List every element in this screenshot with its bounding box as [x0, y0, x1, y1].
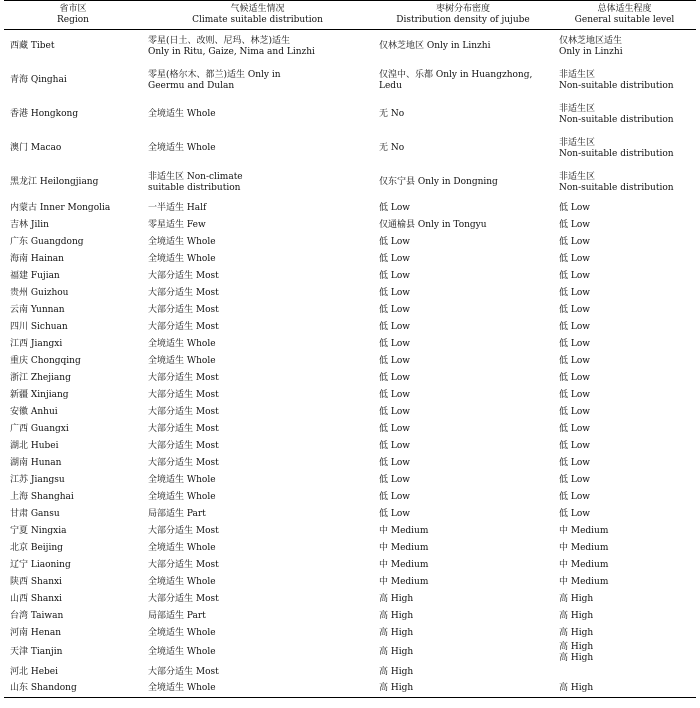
density-line: 低 Low [379, 236, 410, 247]
density-cell [373, 319, 553, 336]
level-line: 高 High [559, 683, 594, 694]
level-cell [553, 353, 696, 370]
level-line: Non-suitable distribution [559, 182, 674, 193]
level-line: Only in Linzhi [559, 46, 623, 57]
climate-cell [142, 302, 373, 319]
table-row [4, 523, 696, 540]
climate-line: Geermu and Dulan [148, 80, 235, 91]
climate-line: 大部分适生 Most [148, 304, 219, 315]
column-header-en: Climate suitable distribution [192, 15, 323, 25]
density-line: 低 Low [379, 440, 410, 451]
density-line: 低 Low [379, 355, 410, 366]
density-line: 低 Low [379, 508, 410, 519]
level-line: 低 Low [559, 474, 590, 485]
table-row [4, 625, 696, 642]
climate-line: 大部分适生 Most [148, 287, 219, 298]
level-line: 高 High [559, 652, 594, 663]
level-line: 非适生区 [559, 171, 596, 182]
climate-cell [142, 642, 373, 664]
density-line: 中 Medium [379, 525, 429, 536]
density-line: 低 Low [379, 253, 410, 264]
climate-line: 全境适生 Whole [148, 542, 216, 553]
climate-cell [142, 234, 373, 251]
table-row [4, 64, 696, 98]
level-cell [553, 217, 696, 234]
table-row [4, 336, 696, 353]
table-row [4, 353, 696, 370]
column-header-region [4, 1, 142, 30]
climate-cell [142, 664, 373, 681]
climate-cell [142, 268, 373, 285]
density-cell [373, 98, 553, 132]
level-line: 中 Medium [559, 559, 609, 570]
density-line: 低 Low [379, 457, 410, 468]
table-row [4, 251, 696, 268]
climate-cell [142, 387, 373, 404]
table-row [4, 166, 696, 200]
region-cell: 上海 Shanghai [10, 491, 74, 502]
table-row [4, 132, 696, 166]
level-cell [553, 472, 696, 489]
region-cell: 福建 Fujian [10, 270, 60, 281]
level-line: 低 Low [559, 372, 590, 383]
level-cell [553, 132, 696, 166]
column-header-density [373, 1, 553, 30]
table-row [4, 681, 696, 698]
level-cell [553, 234, 696, 251]
density-line: 低 Low [379, 304, 410, 315]
level-line: 低 Low [559, 423, 590, 434]
density-line: 高 High [379, 593, 414, 604]
density-cell [373, 285, 553, 302]
column-header-level [553, 1, 696, 30]
climate-line: 零星(格尔木、都兰)适生 Only in [148, 69, 281, 80]
table-row [4, 506, 696, 523]
climate-cell [142, 574, 373, 591]
climate-line: 大部分适生 Most [148, 389, 219, 400]
density-cell [373, 64, 553, 98]
level-cell [553, 319, 696, 336]
region-cell: 湖北 Hubei [10, 440, 59, 451]
table-row [4, 642, 696, 664]
density-cell [373, 523, 553, 540]
density-cell [373, 557, 553, 574]
table-row [4, 540, 696, 557]
region-cell: 新疆 Xinjiang [10, 389, 69, 400]
climate-line: 大部分适生 Most [148, 457, 219, 468]
density-line: 低 Low [379, 202, 410, 213]
level-line: 低 Low [559, 440, 590, 451]
region-cell: 贵州 Guizhou [10, 287, 69, 298]
climate-line: 非适生区 Non-climate [148, 171, 243, 182]
table-body [4, 30, 696, 698]
climate-cell [142, 523, 373, 540]
level-line: 高 High [559, 641, 594, 652]
table-row [4, 302, 696, 319]
level-cell [553, 336, 696, 353]
climate-cell [142, 200, 373, 217]
climate-cell [142, 404, 373, 421]
density-line: 低 Low [379, 474, 410, 485]
table-row [4, 30, 696, 64]
level-line: 低 Low [559, 287, 590, 298]
region-cell: 辽宁 Liaoning [10, 559, 71, 570]
level-cell [553, 251, 696, 268]
climate-cell [142, 285, 373, 302]
region-cell: 台湾 Taiwan [10, 610, 64, 621]
table-row [4, 557, 696, 574]
table-row [4, 200, 696, 217]
density-line: 仅湟中、乐都 Only in Huangzhong, Ledu [379, 69, 533, 91]
density-cell [373, 421, 553, 438]
climate-line: 大部分适生 Most [148, 270, 219, 281]
density-line: 低 Low [379, 406, 410, 417]
level-line: 低 Low [559, 270, 590, 281]
climate-cell [142, 251, 373, 268]
climate-line: 全境适生 Whole [148, 627, 216, 638]
climate-line: 全境适生 Whole [148, 576, 216, 587]
climate-line: 大部分适生 Most [148, 525, 219, 536]
region-cell: 江苏 Jiangsu [10, 474, 65, 485]
level-cell [553, 557, 696, 574]
table-row [4, 421, 696, 438]
column-header-zh: 枣树分布密度 [435, 4, 490, 14]
density-line: 高 High [379, 683, 414, 694]
level-cell [553, 455, 696, 472]
density-cell [373, 302, 553, 319]
level-line: 非适生区 [559, 103, 596, 114]
level-cell [553, 489, 696, 506]
region-cell: 陕西 Shanxi [10, 576, 62, 587]
density-cell [373, 268, 553, 285]
climate-line: 全境适生 Whole [148, 236, 216, 247]
climate-cell [142, 217, 373, 234]
level-cell [553, 506, 696, 523]
region-cell: 甘肃 Gansu [10, 508, 60, 519]
density-cell [373, 438, 553, 455]
density-cell [373, 455, 553, 472]
climate-cell [142, 336, 373, 353]
level-cell [553, 387, 696, 404]
level-cell [553, 268, 696, 285]
level-cell [553, 625, 696, 642]
density-line: 高 High [379, 610, 414, 621]
level-cell [553, 64, 696, 98]
climate-line: 局部适生 Part [148, 508, 206, 519]
level-line: 中 Medium [559, 542, 609, 553]
climate-cell [142, 489, 373, 506]
density-line: 低 Low [379, 423, 410, 434]
level-cell [553, 30, 696, 64]
level-line: 中 Medium [559, 525, 609, 536]
density-cell [373, 234, 553, 251]
region-cell: 内蒙古 Inner Mongolia [10, 202, 111, 213]
climate-cell [142, 132, 373, 166]
region-cell: 广东 Guangdong [10, 236, 84, 247]
density-line: 低 Low [379, 372, 410, 383]
density-cell [373, 472, 553, 489]
level-cell [553, 523, 696, 540]
column-header-climate [142, 1, 373, 30]
density-line: 高 High [379, 627, 414, 638]
density-line: 仅林芝地区 Only in Linzhi [379, 41, 491, 52]
density-cell [373, 353, 553, 370]
density-cell [373, 681, 553, 698]
level-line: 低 Low [559, 406, 590, 417]
density-line: 低 Low [379, 321, 410, 332]
region-cell: 山西 Shanxi [10, 593, 62, 604]
density-line: 仅东宁县 Only in Dongning [379, 177, 498, 187]
climate-line: 大部分适生 Most [148, 666, 219, 677]
table-row [4, 574, 696, 591]
level-cell [553, 540, 696, 557]
climate-line: 大部分适生 Most [148, 593, 219, 604]
density-line: 中 Medium [379, 576, 429, 587]
climate-cell [142, 98, 373, 132]
table-row [4, 664, 696, 681]
density-cell [373, 251, 553, 268]
column-header-en: Distribution density of jujube [396, 15, 530, 25]
climate-cell [142, 608, 373, 625]
region-cell: 浙江 Zhejiang [10, 372, 71, 383]
region-cell: 西藏 Tibet [10, 41, 55, 52]
climate-line: 零星(日土、改则、尼玛、林芝)适生 [148, 35, 291, 46]
table-row [4, 608, 696, 625]
density-cell [373, 370, 553, 387]
climate-line: 全境适生 Whole [148, 253, 216, 264]
density-cell [373, 591, 553, 608]
table-row [4, 591, 696, 608]
region-cell: 云南 Yunnan [10, 304, 65, 315]
level-line: 低 Low [559, 355, 590, 366]
density-line: 高 High [379, 666, 414, 677]
table-row [4, 472, 696, 489]
climate-line: Only in Ritu, Gaize, Nima and Linzhi [148, 46, 315, 57]
density-line: 低 Low [379, 287, 410, 298]
level-cell [553, 681, 696, 698]
level-cell [553, 370, 696, 387]
region-cell: 海南 Hainan [10, 253, 64, 264]
jujube-suitability-table [4, 0, 696, 698]
density-cell [373, 336, 553, 353]
density-cell [373, 540, 553, 557]
table-row [4, 319, 696, 336]
column-header-en: Region [57, 15, 89, 25]
climate-cell [142, 370, 373, 387]
density-line: 仅通榆县 Only in Tongyu [379, 219, 487, 230]
density-cell [373, 387, 553, 404]
region-cell: 河北 Hebei [10, 666, 59, 677]
level-line: Non-suitable distribution [559, 80, 674, 91]
climate-line: 全境适生 Whole [148, 647, 216, 657]
table-row [4, 438, 696, 455]
density-line: 低 Low [379, 389, 410, 400]
level-line: Non-suitable distribution [559, 148, 674, 159]
density-cell [373, 217, 553, 234]
level-cell [553, 98, 696, 132]
climate-line: 全境适生 Whole [148, 355, 216, 366]
level-cell [553, 591, 696, 608]
region-cell: 宁夏 Ningxia [10, 525, 67, 536]
region-cell: 吉林 Jilin [10, 219, 49, 230]
level-cell [553, 664, 696, 681]
level-cell [553, 166, 696, 200]
density-line: 低 Low [379, 491, 410, 502]
region-cell: 北京 Beijing [10, 542, 63, 553]
level-line: 低 Low [559, 253, 590, 264]
level-line: 高 High [559, 627, 594, 638]
density-cell [373, 664, 553, 681]
region-cell: 重庆 Chongqing [10, 355, 81, 366]
climate-line: 大部分适生 Most [148, 559, 219, 570]
density-cell [373, 132, 553, 166]
density-line: 无 No [379, 109, 405, 119]
density-cell [373, 608, 553, 625]
climate-line: 大部分适生 Most [148, 406, 219, 417]
level-cell [553, 404, 696, 421]
climate-line: 全境适生 Whole [148, 491, 216, 502]
climate-line: suitable distribution [148, 182, 241, 193]
climate-cell [142, 540, 373, 557]
level-line: 非适生区 [559, 137, 596, 148]
region-cell: 江西 Jiangxi [10, 338, 63, 349]
density-cell [373, 489, 553, 506]
density-line: 低 Low [379, 270, 410, 281]
region-cell: 广西 Guangxi [10, 423, 69, 434]
climate-cell [142, 557, 373, 574]
climate-cell [142, 472, 373, 489]
climate-cell [142, 455, 373, 472]
region-cell: 香港 Hongkong [10, 109, 79, 119]
table-row [4, 98, 696, 132]
level-line: 低 Low [559, 202, 590, 213]
level-cell [553, 574, 696, 591]
density-line: 无 No [379, 143, 405, 153]
level-line: 低 Low [559, 389, 590, 400]
climate-cell [142, 319, 373, 336]
level-line: 仅林芝地区适生 [559, 35, 623, 46]
climate-line: 全境适生 Whole [148, 683, 216, 694]
climate-cell [142, 591, 373, 608]
climate-cell [142, 625, 373, 642]
climate-line: 全境适生 Whole [148, 143, 216, 153]
density-cell [373, 642, 553, 664]
table-row [4, 404, 696, 421]
level-cell [553, 200, 696, 217]
level-line: 低 Low [559, 321, 590, 332]
level-cell [553, 302, 696, 319]
region-cell: 四川 Sichuan [10, 321, 68, 332]
climate-cell [142, 30, 373, 64]
column-header-zh: 气候适生情况 [230, 4, 285, 14]
level-line: 中 Medium [559, 576, 609, 587]
table-header-row [4, 1, 696, 30]
climate-line: 全境适生 Whole [148, 338, 216, 349]
density-cell [373, 506, 553, 523]
climate-line: 大部分适生 Most [148, 440, 219, 451]
table-row [4, 455, 696, 472]
region-cell: 湖南 Hunan [10, 457, 62, 468]
table-row [4, 217, 696, 234]
region-cell: 安徽 Anhui [10, 406, 58, 417]
level-cell [553, 438, 696, 455]
climate-cell [142, 506, 373, 523]
climate-line: 全境适生 Whole [148, 109, 216, 119]
climate-cell [142, 438, 373, 455]
table-row [4, 370, 696, 387]
level-line: 低 Low [559, 491, 590, 502]
climate-cell [142, 353, 373, 370]
column-header-en: General suitable level [574, 15, 675, 25]
table-row [4, 489, 696, 506]
region-cell: 黑龙江 Heilongjiang [10, 177, 99, 187]
climate-cell [142, 166, 373, 200]
climate-cell [142, 681, 373, 698]
region-cell: 山东 Shandong [10, 683, 77, 694]
column-header-zh: 总体适生程度 [597, 4, 652, 14]
level-cell [553, 421, 696, 438]
level-line: 低 Low [559, 236, 590, 247]
region-cell: 天津 Tianjin [10, 647, 63, 657]
climate-line: 全境适生 Whole [148, 474, 216, 485]
climate-line: 大部分适生 Most [148, 321, 219, 332]
region-cell: 河南 Henan [10, 627, 61, 638]
density-cell [373, 30, 553, 64]
level-line: 低 Low [559, 219, 590, 230]
level-cell [553, 642, 696, 664]
density-cell [373, 574, 553, 591]
level-line: 非适生区 [559, 69, 596, 80]
climate-line: 大部分适生 Most [148, 372, 219, 383]
level-line: Non-suitable distribution [559, 114, 674, 125]
density-line: 中 Medium [379, 559, 429, 570]
table-row [4, 285, 696, 302]
density-cell [373, 166, 553, 200]
climate-line: 大部分适生 Most [148, 423, 219, 434]
density-cell [373, 404, 553, 421]
climate-line: 局部适生 Part [148, 610, 206, 621]
density-cell [373, 625, 553, 642]
level-line: 低 Low [559, 508, 590, 519]
level-line: 低 Low [559, 304, 590, 315]
level-line: 低 Low [559, 338, 590, 349]
climate-line: 一半适生 Half [148, 202, 207, 213]
table-row [4, 234, 696, 251]
region-cell: 青海 Qinghai [10, 75, 67, 85]
region-cell: 澳门 Macao [10, 143, 62, 153]
level-cell [553, 285, 696, 302]
level-line: 低 Low [559, 457, 590, 468]
density-line: 高 High [379, 647, 414, 657]
density-cell [373, 200, 553, 217]
climate-cell [142, 64, 373, 98]
density-line: 中 Medium [379, 542, 429, 553]
table-row [4, 268, 696, 285]
level-cell [553, 608, 696, 625]
density-line: 低 Low [379, 338, 410, 349]
level-line: 高 High [559, 593, 594, 604]
column-header-zh: 省市区 [59, 4, 87, 14]
level-line: 高 High [559, 610, 594, 621]
table-row [4, 387, 696, 404]
climate-cell [142, 421, 373, 438]
climate-line: 零星适生 Few [148, 219, 206, 230]
